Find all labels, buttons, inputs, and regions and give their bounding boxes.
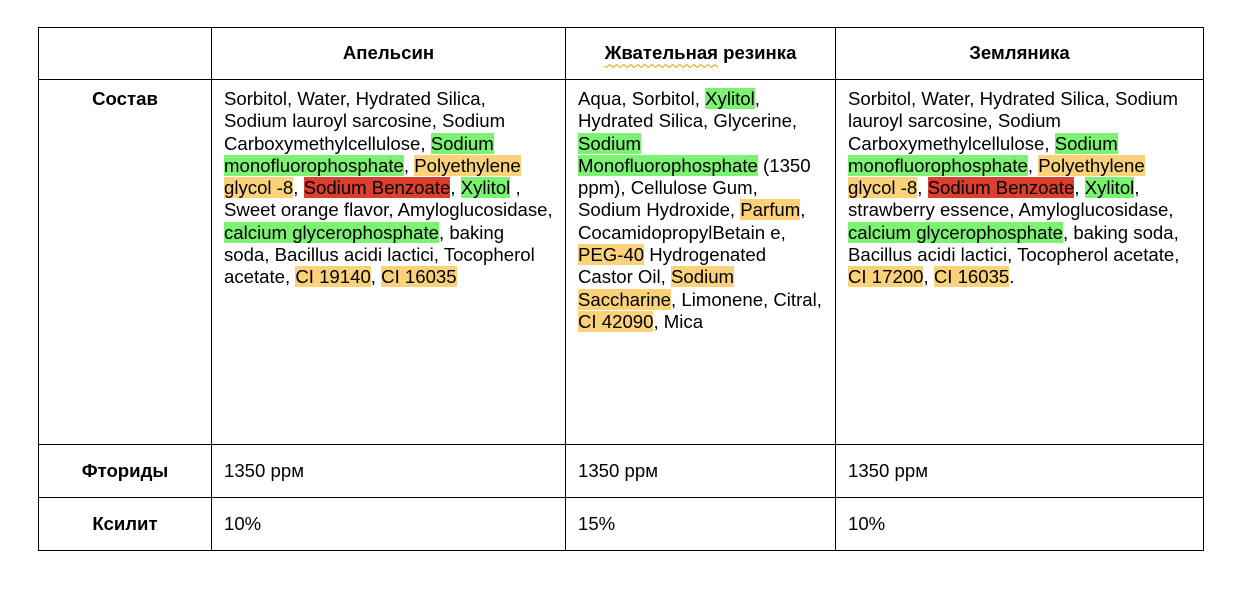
fluorides-orange: 1350 ррм [212, 445, 566, 498]
highlighted-ingredient-red: Sodium Benzoate [927, 177, 1075, 199]
fluorides-label: Фториды [39, 445, 212, 498]
composition-label: Состав [92, 88, 158, 109]
ingredient-text: , [450, 177, 461, 199]
ingredient-text: , [293, 177, 304, 199]
highlighted-ingredient-yellow: CI 19140 [295, 266, 371, 288]
composition-strawberry [836, 80, 1203, 297]
ingredient-text: , [403, 154, 415, 176]
ingredient-text: , Sweet orange flavor, Amyloglucosidase, [224, 177, 553, 221]
composition-row [39, 80, 1204, 445]
highlighted-ingredient-yellow: Polyethylene glycol -8 [224, 154, 521, 199]
ingredient-text: , Mica [653, 310, 704, 332]
ingredient-text: Aqua, Sorbitol, [578, 88, 706, 109]
ingredient-text: , [917, 177, 928, 199]
composition-orange [212, 80, 565, 297]
header-chewing-gum-word1: Жвательная [604, 42, 719, 64]
ingredient-text: , [370, 266, 382, 288]
composition-orange-cell [212, 80, 566, 445]
xylitol-gum: 15% [566, 498, 836, 551]
xylitol-row [39, 498, 1204, 551]
highlighted-ingredient-yellow: CI 42090 [578, 310, 654, 332]
ingredient-text: , Hydrated Silica, Glycerine, [578, 88, 798, 132]
ingredient-text: , CocamidopropylBetain e, [578, 199, 806, 243]
composition-gum [566, 80, 835, 341]
ingredient-text: Sorbitol, Water, Hydrated Silica, Sodium lauroyl sarcosine, Sodium Carboxymethylcellulose, [848, 88, 1179, 154]
highlighted-ingredient-green: calcium glycerophosphate [224, 221, 439, 243]
ingredient-text: , strawberry essence, Amyloglucosidase, [848, 177, 1174, 221]
ingredient-text: , baking soda, Bacillus acidi lactici, Tocopherol acetate, [224, 221, 535, 288]
highlighted-ingredient-green: Xylitol [705, 88, 755, 109]
header-corner-cell [39, 28, 212, 80]
ingredient-text: , Limonene, Citral, [671, 288, 822, 310]
composition-strawberry-cell [836, 80, 1204, 445]
highlighted-ingredient-red: Sodium Benzoate [303, 177, 451, 199]
header-strawberry: Земляника [836, 28, 1204, 80]
ingredient-text: , baking soda, Bacillus acidi lactici, Tocopherol acetate, [848, 221, 1180, 266]
xylitol-label: Ксилит [39, 498, 212, 551]
header-orange: Апельсин [212, 28, 566, 80]
comparison-table [38, 27, 1204, 551]
composition-label-cell [39, 80, 212, 445]
ingredient-text: . [1009, 266, 1015, 288]
highlighted-ingredient-green: Xylitol [460, 177, 511, 199]
ingredient-text: Sorbitol, Water, Hydrated Silica, Sodium lauroyl sarcosine, Sodium Carboxymethylcellulose, [224, 88, 506, 154]
highlighted-ingredient-green: Sodium Monofluorophosphate [578, 132, 758, 176]
header-chewing-gum [566, 28, 836, 80]
highlighted-ingredient-yellow: PEG-40 [578, 244, 645, 266]
fluorides-strawberry: 1350 ррм [836, 445, 1204, 498]
highlighted-ingredient-yellow: Parfum [740, 199, 801, 221]
highlighted-ingredient-green: Sodium monofluorophosphate [224, 132, 494, 176]
fluorides-row [39, 445, 1204, 498]
composition-gum-cell [566, 80, 836, 445]
ingredient-text: , [1027, 154, 1039, 176]
highlighted-ingredient-yellow: CI 16035 [381, 266, 457, 288]
ingredient-text: , [1074, 177, 1085, 199]
highlighted-ingredient-yellow: Sodium Saccharine [578, 266, 735, 310]
highlighted-ingredient-yellow: Polyethylene glycol -8 [848, 154, 1145, 199]
header-chewing-gum-word2: резинка [718, 42, 797, 64]
ingredient-text: (1350 ppm), Cellulose Gum, Sodium Hydroxide, [578, 154, 811, 221]
xylitol-strawberry: 10% [836, 498, 1204, 551]
highlighted-ingredient-yellow: CI 17200 [848, 266, 924, 288]
ingredient-text: , [923, 266, 934, 288]
xylitol-orange: 10% [212, 498, 566, 551]
fluorides-gum: 1350 ррм [566, 445, 836, 498]
highlighted-ingredient-green: Sodium monofluorophosphate [848, 132, 1118, 176]
highlighted-ingredient-green: calcium glycerophosphate [848, 221, 1063, 243]
highlighted-ingredient-green: Xylitol [1084, 177, 1135, 199]
highlighted-ingredient-yellow: CI 16035 [933, 266, 1010, 288]
ingredient-text: Hydrogenated Castor Oil, [578, 244, 767, 288]
header-row [39, 28, 1204, 80]
